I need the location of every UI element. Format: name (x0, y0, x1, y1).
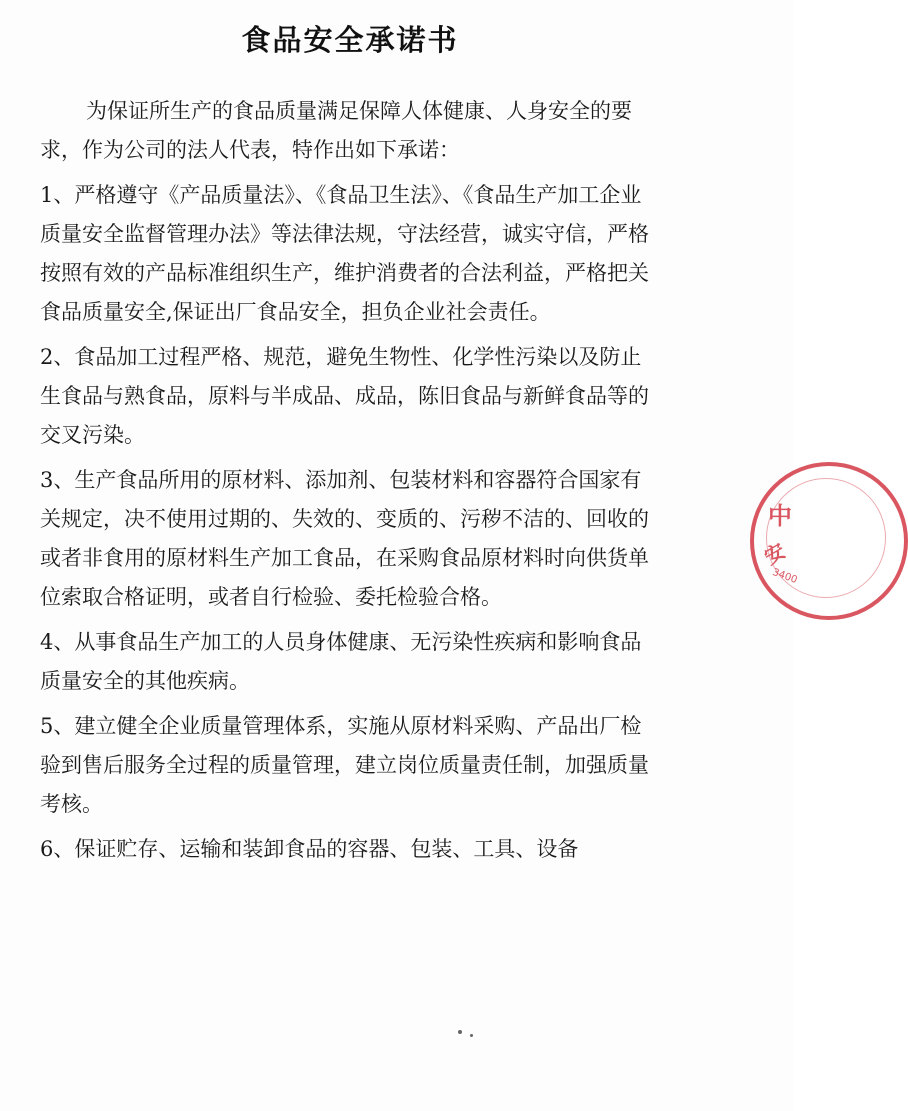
seal-number: 3400 (770, 566, 799, 587)
commitment-item-6: 6、保证贮存、运输和装卸食品的容器、包装、工具、设备 (40, 837, 579, 861)
seal-glyph-top: 中 (768, 502, 792, 530)
seal-glyph-side: 安 (760, 538, 790, 570)
company-seal (750, 462, 908, 620)
document-body (40, 92, 662, 869)
commitment-item-5: 5、建立健全企业质量管理体系，实施从原材料采购、产品出厂检验到售后服务全过程的质量管理，建立岗位质量责任制，加强质量考核。 (40, 714, 649, 816)
commitment-item-4: 4、从事食品生产加工的人员身体健康、无污染性疾病和影响食品质量安全的其他疾病。 (40, 630, 642, 693)
document-title: 食品安全承诺书 (241, 23, 459, 57)
scan-speck (458, 1030, 462, 1034)
commitment-item-3: 3、生产食品所用的原材料、添加剂、包装材料和容器符合国家有关规定，决不使用过期的、失效的、变质的、污秽不洁的、回收的或者非食用的原材料生产加工食品，在采购食品原材料时向供货单位索取合格证明，或者自行检验、委托检验合格。 (40, 468, 649, 609)
commitment-item-2: 2、食品加工过程严格、规范，避免生物性、化学性污染以及防止生食品与熟食品，原料与半成品、成品，陈旧食品与新鲜食品等的交叉污染。 (40, 345, 649, 447)
commitment-item-1: 1、严格遵守《产品质量法》、《食品卫生法》、《食品生产加工企业质量安全监督管理办法》等法律法规，守法经营，诚实守信，严格按照有效的产品标准组织生产，维护消费者的合法利益，严格把关食品质量安全,保证出厂食品安全，担负企业社会责任。 (40, 183, 649, 324)
scan-speck (470, 1034, 473, 1037)
intro-paragraph: 为保证所生产的食品质量满足保障人体健康、人身安全的要求，作为公司的法人代表，特作出如下承诺： (40, 99, 632, 162)
